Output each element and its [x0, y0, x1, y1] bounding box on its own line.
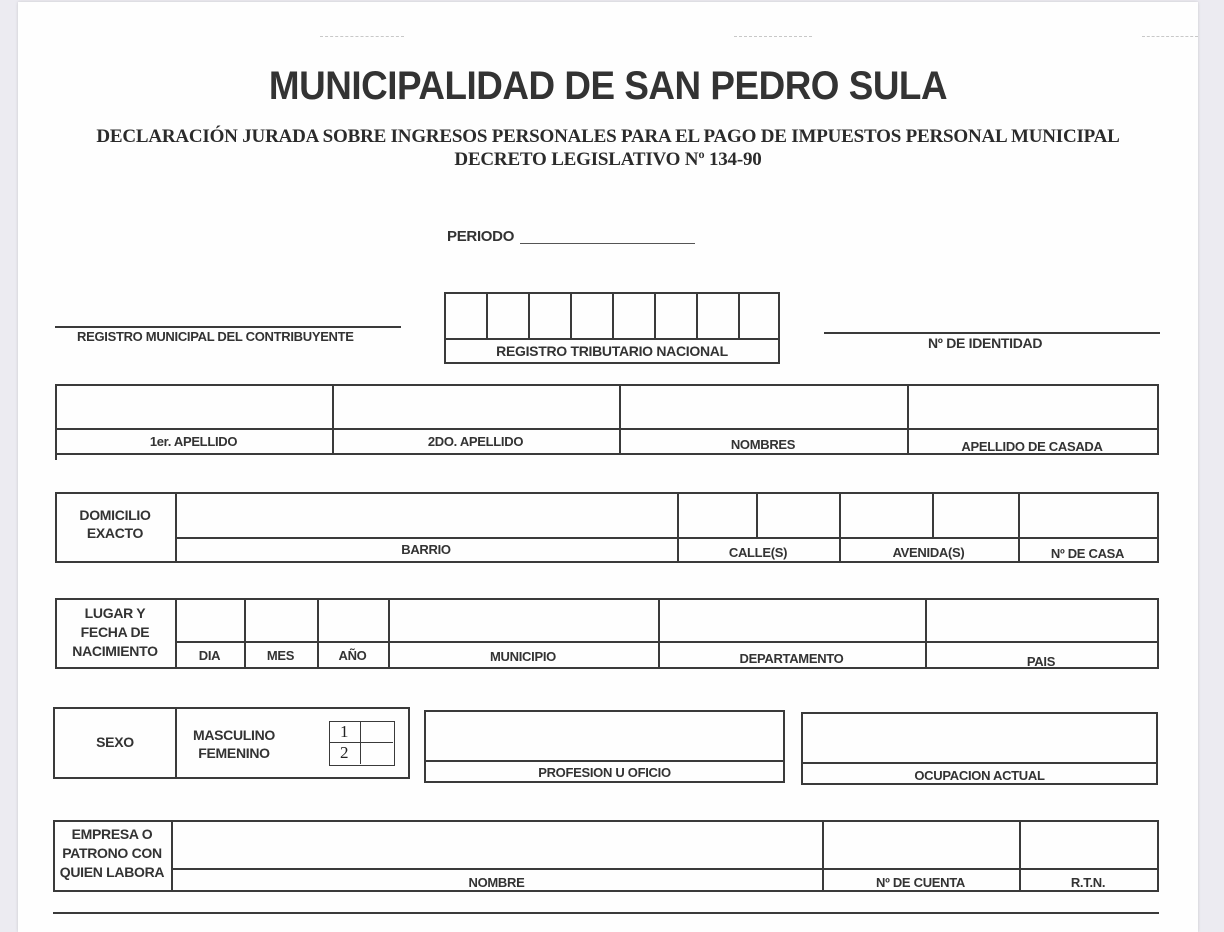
apellido-casada-label: APELLIDO DE CASADA	[961, 439, 1103, 454]
next-section-edge	[53, 912, 1159, 914]
sexo-options	[177, 726, 291, 762]
numero-cuenta-label: Nº DE CUENTA	[875, 875, 966, 890]
nacimiento-label-line: FECHA DE	[80, 624, 150, 640]
identidad-input[interactable]	[824, 332, 1160, 334]
pais-label: PAIS	[1026, 654, 1056, 669]
apellido-casada-input[interactable]	[909, 386, 1157, 428]
rtn-digits-input[interactable]	[446, 294, 778, 338]
anio-input[interactable]	[319, 600, 388, 641]
divider	[173, 868, 1159, 870]
divider	[55, 428, 1159, 430]
mes-input[interactable]	[246, 600, 317, 641]
empresa-rtn-input[interactable]	[1021, 822, 1157, 868]
empresa-rtn-label: R.T.N.	[1070, 875, 1106, 890]
divider	[446, 338, 778, 340]
divider	[53, 890, 1159, 892]
divider	[177, 641, 1159, 643]
divider	[426, 760, 783, 762]
code-masculino: 1	[340, 722, 349, 741]
numero-casa-input[interactable]	[1020, 494, 1157, 537]
empresa-nombre-input[interactable]	[173, 822, 822, 868]
domicilio-label-line: DOMICILIO	[79, 507, 151, 523]
masculino-label: MASCULINO	[192, 727, 276, 743]
nacimiento-label-line: LUGAR Y	[84, 605, 146, 621]
nombres-label: NOMBRES	[730, 437, 796, 452]
mes-label: MES	[266, 648, 295, 663]
empresa-label	[53, 825, 171, 882]
domicilio-label-line: EXACTO	[86, 525, 144, 541]
ocupacion-section	[801, 712, 1158, 785]
empresa-nombre-label: NOMBRE	[468, 875, 525, 890]
anio-label: AÑO	[338, 648, 367, 663]
avenidas-label: AVENIDA(S)	[892, 545, 965, 560]
rtn-label: REGISTRO TRIBUTARIO NACIONAL	[496, 343, 728, 359]
dia-input[interactable]	[177, 600, 244, 641]
domicilio-section	[55, 492, 1159, 568]
numero-casa-label: Nº DE CASA	[1050, 546, 1125, 561]
sexo-code-box	[329, 721, 395, 766]
segundo-apellido-label: 2DO. APELLIDO	[427, 434, 524, 449]
departamento-label: DEPARTAMENTO	[739, 651, 844, 666]
decree-reference: DECRETO LEGISLATIVO Nº 134-90	[454, 149, 762, 170]
sexo-section	[53, 707, 410, 779]
calle-input-1[interactable]	[679, 494, 756, 537]
segundo-apellido-input[interactable]	[334, 386, 619, 428]
calle-input-2[interactable]	[758, 494, 839, 537]
periodo-label: PERIODO	[447, 228, 515, 245]
primer-apellido-label: 1er. APELLIDO	[149, 434, 238, 449]
nombres-input[interactable]	[621, 386, 907, 428]
domicilio-label	[55, 506, 175, 542]
document-subtitle: DECLARACIÓN JURADA SOBRE INGRESOS PERSONALES PARA EL PAGO DE IMPUESTOS PERSONAL MUNICIPAL	[96, 126, 1120, 147]
divider	[1157, 598, 1159, 669]
periodo-input[interactable]	[520, 243, 695, 244]
calles-label: CALLE(S)	[728, 545, 788, 560]
avenida-input-1[interactable]	[841, 494, 932, 537]
form-page	[18, 2, 1198, 932]
nombres-grid	[55, 384, 1159, 460]
registro-municipal-label: REGISTRO MUNICIPAL DEL CONTRIBUYENTE	[77, 329, 354, 344]
masculino-checkbox[interactable]	[362, 722, 393, 742]
numero-cuenta-input[interactable]	[824, 822, 1019, 868]
rtn-box	[444, 292, 780, 364]
dia-label: DIA	[198, 648, 221, 663]
print-mark	[734, 36, 812, 38]
registro-municipal-input[interactable]	[55, 326, 401, 328]
femenino-checkbox[interactable]	[362, 744, 393, 764]
identidad-label: Nº DE IDENTIDAD	[928, 335, 1043, 351]
nacimiento-label	[55, 604, 175, 661]
empresa-label-line: EMPRESA O	[71, 826, 153, 842]
pais-input[interactable]	[927, 600, 1157, 641]
divider	[1157, 492, 1159, 563]
code-femenino: 2	[340, 743, 349, 762]
nacimiento-section	[55, 598, 1159, 674]
profesion-input[interactable]	[426, 712, 783, 760]
barrio-input[interactable]	[177, 494, 677, 537]
departamento-input[interactable]	[660, 600, 925, 641]
divider	[1157, 384, 1159, 455]
print-mark	[320, 36, 404, 38]
document-title: MUNICIPALIDAD DE SAN PEDRO SULA	[268, 64, 948, 108]
primer-apellido-input[interactable]	[57, 386, 332, 428]
ocupacion-input[interactable]	[803, 714, 1156, 762]
profesion-label: PROFESION U OFICIO	[538, 765, 671, 780]
sexo-label: SEXO	[96, 734, 134, 750]
divider	[1157, 820, 1159, 892]
empresa-section	[53, 820, 1159, 896]
femenino-label: FEMENINO	[198, 745, 270, 761]
divider	[803, 762, 1156, 764]
empresa-label-line: PATRONO CON	[62, 845, 162, 861]
municipio-input[interactable]	[390, 600, 658, 641]
print-mark	[1142, 36, 1198, 38]
divider	[177, 537, 1159, 539]
divider	[55, 561, 1159, 563]
ocupacion-label: OCUPACION ACTUAL	[914, 768, 1045, 783]
empresa-label-line: QUIEN LABORA	[59, 864, 165, 880]
divider	[360, 722, 361, 764]
profesion-section	[424, 710, 785, 783]
barrio-label: BARRIO	[401, 542, 451, 557]
nacimiento-label-line: NACIMIENTO	[72, 643, 158, 659]
municipio-label: MUNICIPIO	[490, 649, 556, 664]
avenida-input-2[interactable]	[934, 494, 1018, 537]
